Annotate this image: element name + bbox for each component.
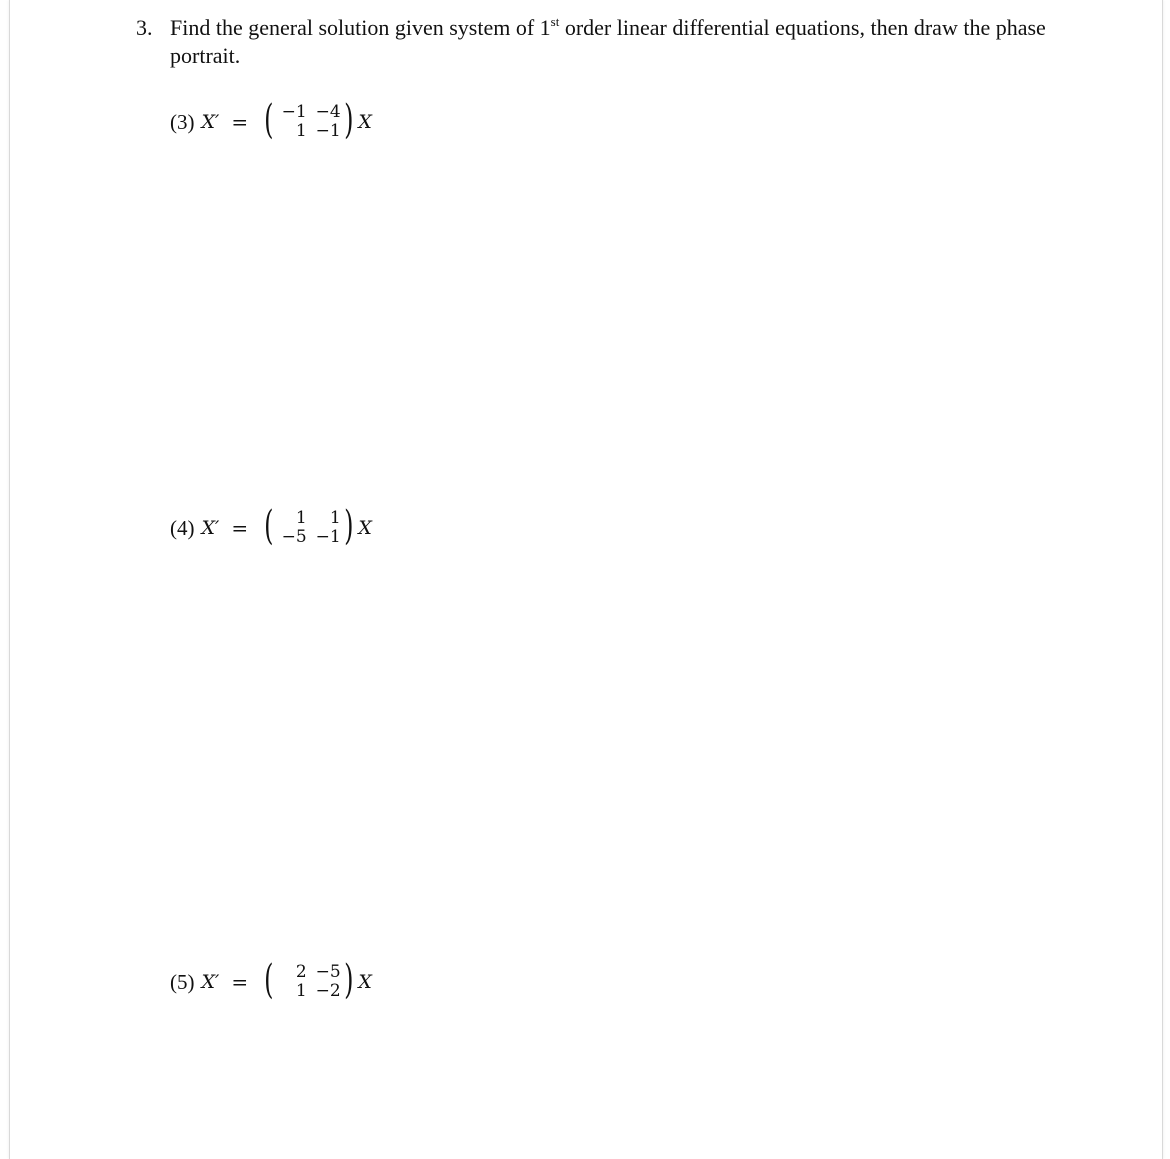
matrix-entry-a12: −5 bbox=[315, 962, 341, 982]
derivative-variable: X′ bbox=[201, 517, 220, 539]
equals-sign: = bbox=[231, 110, 249, 134]
equation-label: (5) bbox=[170, 969, 195, 994]
derivative-variable: X′ bbox=[201, 111, 220, 133]
equation-3 bbox=[170, 97, 372, 144]
equation-4 bbox=[170, 503, 372, 550]
matrix-entry-a12: −4 bbox=[315, 102, 341, 122]
matrix-entry-a22: −1 bbox=[315, 121, 341, 141]
document-page bbox=[9, 0, 1163, 1159]
matrix-entry-a21: −5 bbox=[281, 527, 307, 547]
equals-sign: = bbox=[231, 516, 249, 540]
state-variable: X bbox=[358, 971, 372, 993]
question-text-start: Find the general solution given system of 1 bbox=[170, 15, 551, 40]
right-paren: ) bbox=[343, 957, 354, 1003]
matrix-entry-a11: −1 bbox=[281, 102, 307, 122]
coefficient-matrix bbox=[275, 509, 343, 547]
left-paren: ( bbox=[264, 957, 274, 1003]
matrix-entry-a11: 2 bbox=[295, 962, 307, 982]
question-text bbox=[170, 14, 1050, 70]
left-paren: ( bbox=[264, 503, 274, 549]
right-paren: ) bbox=[343, 503, 354, 549]
state-variable: X bbox=[358, 517, 372, 539]
coefficient-matrix bbox=[275, 963, 343, 1001]
coefficient-matrix bbox=[275, 103, 343, 141]
derivative-variable: X′ bbox=[201, 971, 220, 993]
equation-5 bbox=[170, 957, 372, 1004]
state-variable: X bbox=[358, 111, 372, 133]
matrix-entry-a22: −2 bbox=[315, 981, 341, 1001]
equation-label: (3) bbox=[170, 109, 195, 134]
question-number: 3. bbox=[136, 15, 153, 40]
right-paren: ) bbox=[343, 97, 354, 143]
question-text-end: order linear differential equations, then draw the phase portrait. bbox=[170, 15, 1046, 68]
left-paren: ( bbox=[264, 97, 274, 143]
equation-label: (4) bbox=[170, 515, 195, 540]
matrix-entry-a22: −1 bbox=[315, 527, 341, 547]
matrix-entry-a21: 1 bbox=[295, 981, 307, 1001]
matrix-entry-a12: 1 bbox=[329, 508, 341, 528]
matrix-entry-a11: 1 bbox=[295, 508, 307, 528]
equals-sign: = bbox=[231, 970, 249, 994]
ordinal-suffix: st bbox=[550, 14, 560, 29]
matrix-entry-a21: 1 bbox=[295, 121, 307, 141]
